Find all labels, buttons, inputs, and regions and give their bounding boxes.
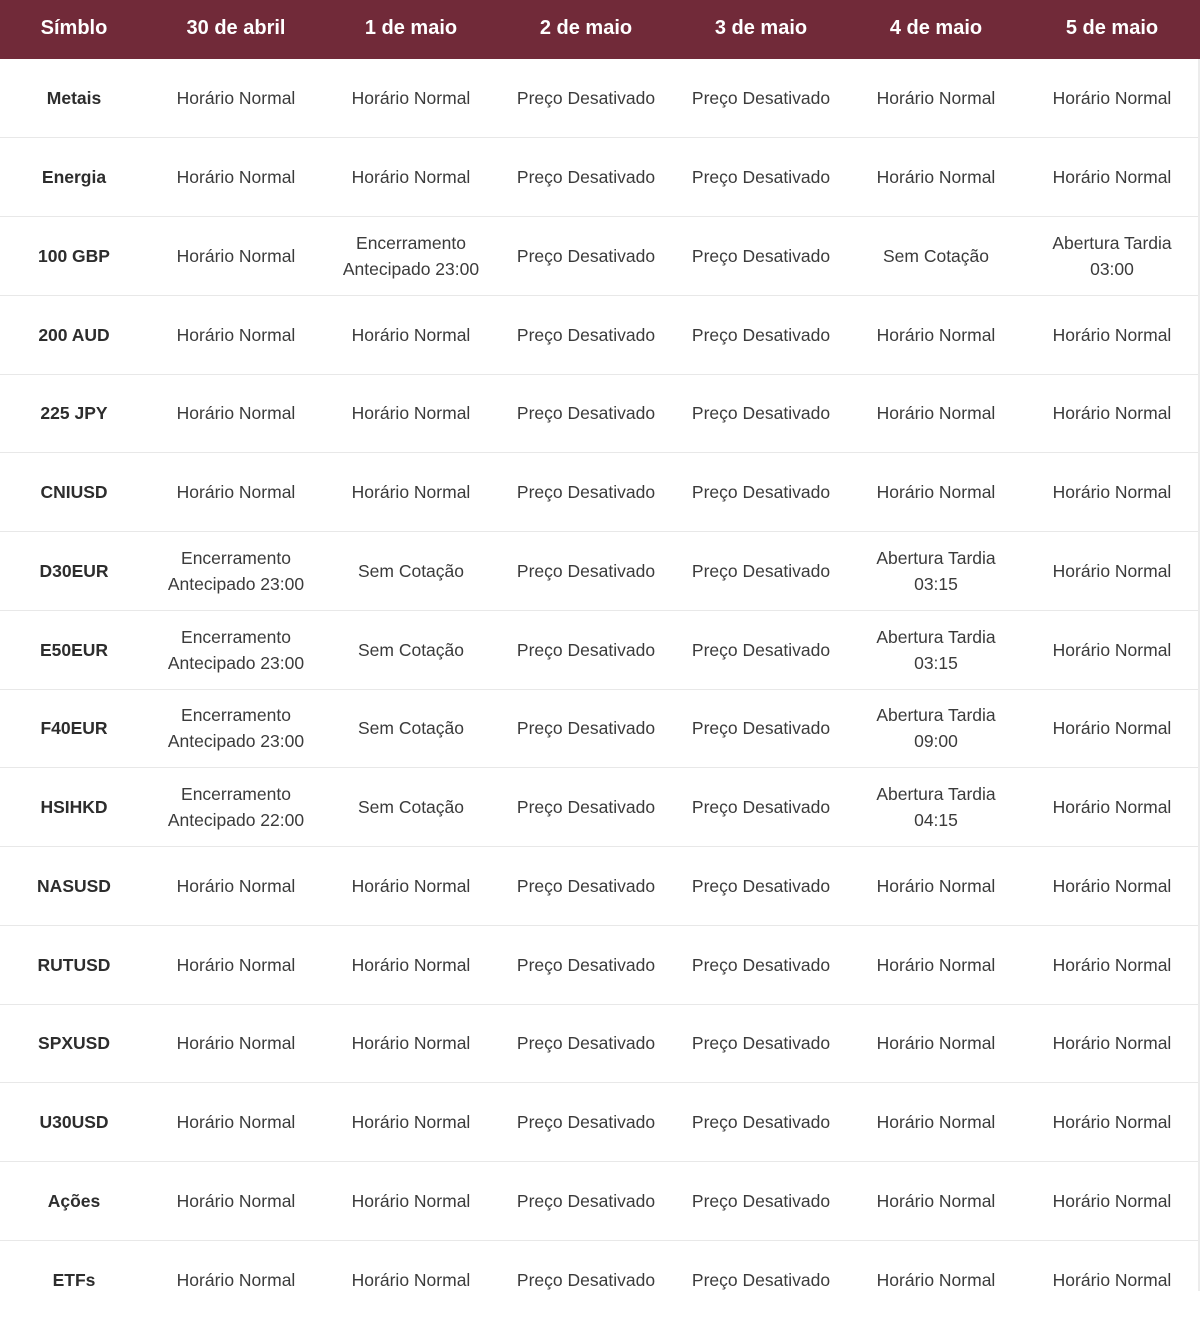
status-cell [148,768,324,847]
table-row [0,610,1200,689]
status-cell [148,374,324,453]
status-cell [848,1240,1024,1319]
status-text: Horário Normal [1052,88,1172,109]
status-cell [848,689,1024,768]
status-text: Preço Desativado [691,1190,831,1211]
status-text: Horário Normal [351,875,471,896]
status-cell [498,453,674,532]
symbol-cell: 100 GBP [38,245,110,266]
status-text: Sem Cotação [357,560,465,581]
status-text: Preço Desativado [516,324,656,345]
status-text: Horário Normal [351,324,471,345]
status-cell [674,1162,848,1241]
table-row [0,1083,1200,1162]
status-cell [498,689,674,768]
status-text: Horário Normal [876,88,996,109]
header-date: 3 de maio [714,17,808,39]
status-text: Sem Cotação [357,718,465,739]
status-text: Horário Normal [876,1033,996,1054]
status-text: Horário Normal [1052,718,1172,739]
status-cell [324,610,498,689]
status-cell [498,1083,674,1162]
status-cell [674,59,848,138]
status-cell [148,1240,324,1319]
status-text: Horário Normal [1052,482,1172,503]
status-cell [1024,925,1200,1004]
status-text: Horário Normal [351,954,471,975]
symbol-cell: Energia [41,167,107,188]
status-cell [148,138,324,217]
status-cell [148,453,324,532]
status-text: Horário Normal [176,1033,296,1054]
symbol-cell: CNIUSD [40,482,108,503]
status-text: Preço Desativado [516,718,656,739]
status-cell [148,59,324,138]
status-cell [848,1004,1024,1083]
table-row [0,1162,1200,1241]
status-text: Preço Desativado [516,1190,656,1211]
status-text: Preço Desativado [691,324,831,345]
status-cell [324,1162,498,1241]
status-text: Encerramento Antecipado 23:00 [342,232,480,279]
status-text: Horário Normal [1052,167,1172,188]
symbol-cell: 225 JPY [40,403,108,424]
status-cell [1024,847,1200,926]
status-text: Preço Desativado [691,1269,831,1290]
status-text: Preço Desativado [691,403,831,424]
status-text: Horário Normal [1052,797,1172,818]
table-header [0,0,1200,59]
status-text: Horário Normal [1052,324,1172,345]
status-cell [674,1240,848,1319]
symbol-cell: Metais [46,88,102,109]
status-text: Preço Desativado [516,482,656,503]
status-cell [1024,1240,1200,1319]
symbol-cell: 200 AUD [38,324,110,345]
status-text: Horário Normal [876,403,996,424]
status-cell [848,59,1024,138]
table-row [0,1004,1200,1083]
status-text: Preço Desativado [691,875,831,896]
status-cell [498,374,674,453]
status-text: Preço Desativado [516,797,656,818]
symbol-cell: Ações [47,1190,101,1211]
status-text: Horário Normal [351,88,471,109]
symbol-cell: D30EUR [39,560,109,581]
header-date: 5 de maio [1065,17,1159,39]
status-text: Sem Cotação [882,245,990,266]
status-text: Horário Normal [1052,1269,1172,1290]
status-cell [674,453,848,532]
header-row [0,0,1200,59]
status-cell [498,925,674,1004]
status-text: Horário Normal [1052,875,1172,896]
status-text: Preço Desativado [516,1033,656,1054]
symbol-cell: NASUSD [37,875,111,896]
status-text: Horário Normal [351,167,471,188]
status-cell [1024,1004,1200,1083]
status-cell [324,374,498,453]
table-row [0,768,1200,847]
status-text: Horário Normal [876,875,996,896]
status-cell [674,295,848,374]
table-body [0,59,1200,1319]
status-cell [848,610,1024,689]
status-cell [498,1004,674,1083]
status-text: Horário Normal [876,1112,996,1133]
header-date: 4 de maio [889,17,983,39]
status-cell [324,768,498,847]
status-text: Horário Normal [1052,954,1172,975]
table-row [0,138,1200,217]
status-text: Horário Normal [176,482,296,503]
table-row [0,847,1200,926]
table-row [0,453,1200,532]
status-cell [324,847,498,926]
status-text: Preço Desativado [691,797,831,818]
status-text: Encerramento Antecipado 22:00 [167,784,305,831]
status-cell [148,532,324,611]
status-cell [1024,295,1200,374]
status-text: Abertura Tardia 03:00 [1052,232,1172,279]
status-cell [1024,532,1200,611]
status-cell [324,689,498,768]
table-row [0,532,1200,611]
status-text: Horário Normal [176,1190,296,1211]
table-row [0,59,1200,138]
status-cell [674,1083,848,1162]
status-cell [848,217,1024,296]
status-cell [498,847,674,926]
status-cell [498,768,674,847]
status-text: Preço Desativado [516,1112,656,1133]
status-cell [1024,453,1200,532]
status-cell [848,374,1024,453]
status-text: Horário Normal [176,403,296,424]
status-text: Preço Desativado [516,167,656,188]
status-text: Encerramento Antecipado 23:00 [167,626,305,673]
status-cell [148,1004,324,1083]
table-row [0,689,1200,768]
status-cell [148,295,324,374]
table-row [0,1240,1200,1319]
status-cell [1024,138,1200,217]
symbol-cell: F40EUR [40,718,108,739]
status-cell [848,1083,1024,1162]
status-cell [1024,59,1200,138]
status-cell [148,217,324,296]
status-cell [324,532,498,611]
status-cell [1024,374,1200,453]
status-text: Horário Normal [351,1190,471,1211]
status-text: Horário Normal [176,954,296,975]
status-cell [148,925,324,1004]
status-text: Horário Normal [876,1269,996,1290]
status-cell [148,847,324,926]
status-text: Preço Desativado [516,403,656,424]
status-cell [1024,1162,1200,1241]
status-text: Horário Normal [1052,560,1172,581]
symbol-cell: ETFs [52,1269,96,1290]
status-cell [324,1240,498,1319]
table-row [0,217,1200,296]
status-cell [498,217,674,296]
status-cell [148,1083,324,1162]
status-text: Preço Desativado [516,954,656,975]
status-cell [324,453,498,532]
status-text: Horário Normal [176,88,296,109]
status-cell [848,1162,1024,1241]
status-text: Horário Normal [876,482,996,503]
table-row [0,295,1200,374]
status-cell [148,610,324,689]
status-cell [324,59,498,138]
status-text: Preço Desativado [516,560,656,581]
status-text: Preço Desativado [516,875,656,896]
status-text: Horário Normal [1052,639,1172,660]
status-text: Horário Normal [176,167,296,188]
status-text: Horário Normal [351,482,471,503]
status-cell [1024,768,1200,847]
status-cell [674,925,848,1004]
status-cell [674,532,848,611]
status-cell [674,847,848,926]
status-cell [674,217,848,296]
status-text: Horário Normal [876,324,996,345]
status-cell [848,295,1024,374]
status-text: Horário Normal [176,1112,296,1133]
status-cell [848,138,1024,217]
status-cell [498,1240,674,1319]
status-cell [324,1004,498,1083]
table-row [0,374,1200,453]
header-symbol: Símblo [40,17,108,39]
status-text: Preço Desativado [691,1112,831,1133]
status-cell [848,768,1024,847]
header-date: 30 de abril [186,17,286,39]
status-text: Abertura Tardia 09:00 [876,705,996,752]
status-cell [324,295,498,374]
header-date: 1 de maio [364,17,458,39]
status-cell [848,453,1024,532]
status-text: Preço Desativado [516,639,656,660]
table-row [0,925,1200,1004]
status-cell [498,295,674,374]
status-cell [148,1162,324,1241]
status-text: Encerramento Antecipado 23:00 [167,705,305,752]
status-cell [1024,1083,1200,1162]
status-text: Horário Normal [351,403,471,424]
status-cell [848,925,1024,1004]
status-text: Preço Desativado [516,245,656,266]
status-text: Preço Desativado [691,639,831,660]
symbol-cell: RUTUSD [37,954,111,975]
status-text: Preço Desativado [516,88,656,109]
status-cell [498,532,674,611]
status-text: Preço Desativado [691,954,831,975]
status-text: Preço Desativado [691,1033,831,1054]
status-cell [1024,610,1200,689]
status-cell [324,217,498,296]
status-cell [1024,217,1200,296]
status-text: Preço Desativado [691,560,831,581]
status-cell [498,610,674,689]
status-text: Horário Normal [176,1269,296,1290]
status-text: Preço Desativado [691,482,831,503]
status-cell [498,138,674,217]
status-cell [674,1004,848,1083]
status-text: Horário Normal [176,875,296,896]
status-text: Preço Desativado [691,718,831,739]
status-cell [674,610,848,689]
status-cell [498,59,674,138]
status-cell [674,374,848,453]
status-cell [324,1083,498,1162]
status-text: Horário Normal [351,1269,471,1290]
status-text: Horário Normal [351,1112,471,1133]
status-text: Abertura Tardia 03:15 [876,626,996,673]
symbol-cell: SPXUSD [38,1033,110,1054]
status-text: Sem Cotação [357,797,465,818]
status-cell [498,1162,674,1241]
status-text: Horário Normal [876,1190,996,1211]
status-text: Horário Normal [1052,1112,1172,1133]
status-cell [324,138,498,217]
status-cell [324,925,498,1004]
symbol-cell: E50EUR [39,639,109,660]
status-text: Horário Normal [1052,403,1172,424]
status-text: Preço Desativado [691,167,831,188]
status-cell [848,847,1024,926]
status-text: Abertura Tardia 03:15 [876,547,996,594]
status-text: Encerramento Antecipado 23:00 [167,547,305,594]
status-text: Horário Normal [176,245,296,266]
status-text: Horário Normal [1052,1033,1172,1054]
status-text: Preço Desativado [516,1269,656,1290]
header-date: 2 de maio [539,17,633,39]
status-text: Horário Normal [351,1033,471,1054]
status-cell [148,689,324,768]
symbol-cell: U30USD [39,1112,109,1133]
status-text: Horário Normal [876,954,996,975]
status-text: Preço Desativado [691,88,831,109]
status-cell [674,689,848,768]
status-cell [1024,689,1200,768]
status-text: Sem Cotação [357,639,465,660]
status-text: Horário Normal [1052,1190,1172,1211]
symbol-cell: HSIHKD [40,797,108,818]
status-text: Horário Normal [176,324,296,345]
status-text: Horário Normal [876,167,996,188]
status-text: Abertura Tardia 04:15 [876,784,996,831]
status-cell [674,138,848,217]
status-cell [848,532,1024,611]
status-cell [674,768,848,847]
status-text: Preço Desativado [691,245,831,266]
